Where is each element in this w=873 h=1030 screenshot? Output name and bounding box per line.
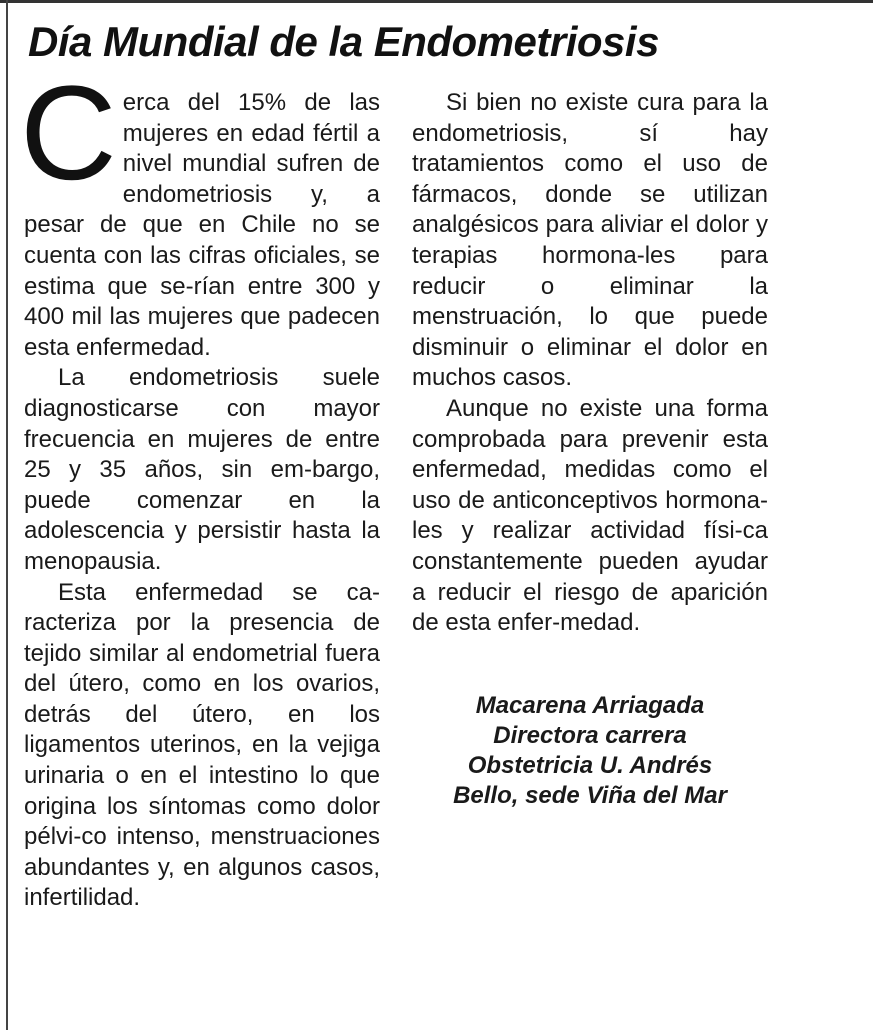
right-column	[412, 88, 768, 811]
paragraph-4: Si bien no existe cura para la endometriosis, sí hay tratamientos como el uso de fármacos, donde se utilizan analgésicos para aliviar el dolor y terapias hormona-les para reducir o eliminar la menstruación, lo que puede disminuir o eliminar el dolor en muchos casos.	[412, 89, 768, 392]
paragraph-5: Aunque no existe una forma comprobada para prevenir esta enfermedad, medidas como el uso de anticonceptivos hormona-les y realizar actividad físi-ca constantemente pueden ayudar a reducir el riesgo de aparición de esta enfer-medad.	[412, 394, 768, 637]
top-border	[0, 0, 873, 3]
author-campus: Bello, sede Viña del Mar	[453, 781, 727, 809]
drop-cap: C	[20, 59, 117, 208]
author-name: Macarena Arriagada	[475, 691, 705, 719]
author-signature	[412, 691, 768, 811]
author-affiliation: Obstetricia U. Andrés	[467, 751, 713, 779]
author-role: Directora carrera	[493, 721, 687, 749]
paragraph-1-text: erca del 15% de las mujeres en edad fértil a nivel mundial sufren de endometriosis y, a pesar de que en Chile no se cuenta con las cifras oficiales, se estima que se-rían entre 300 y 400 mil las mujeres que padecen esta enfermedad.	[24, 89, 380, 361]
left-column	[20, 59, 380, 914]
paragraph-3: Esta enfermedad se ca-racteriza por la presencia de tejido similar al endometrial fuera del útero, como en los ovarios, detrás del útero, en los ligamentos uterinos, en la vejiga urinaria o en el intestino lo que origina los síntomas como dolor pélvi-co intenso, menstruaciones abundantes y, en algunos casos, infertilidad.	[24, 578, 380, 912]
paragraph-2: La endometriosis suele diagnosticarse con mayor frecuencia en mujeres de entre 25 y 35 años, sin em-bargo, puede comenzar en la adolescencia y persistir hasta la menopausia.	[24, 364, 380, 575]
paragraph-1	[20, 59, 380, 363]
article-title: Día Mundial de la Endometriosis	[28, 18, 659, 65]
left-column-rule	[6, 0, 8, 1030]
